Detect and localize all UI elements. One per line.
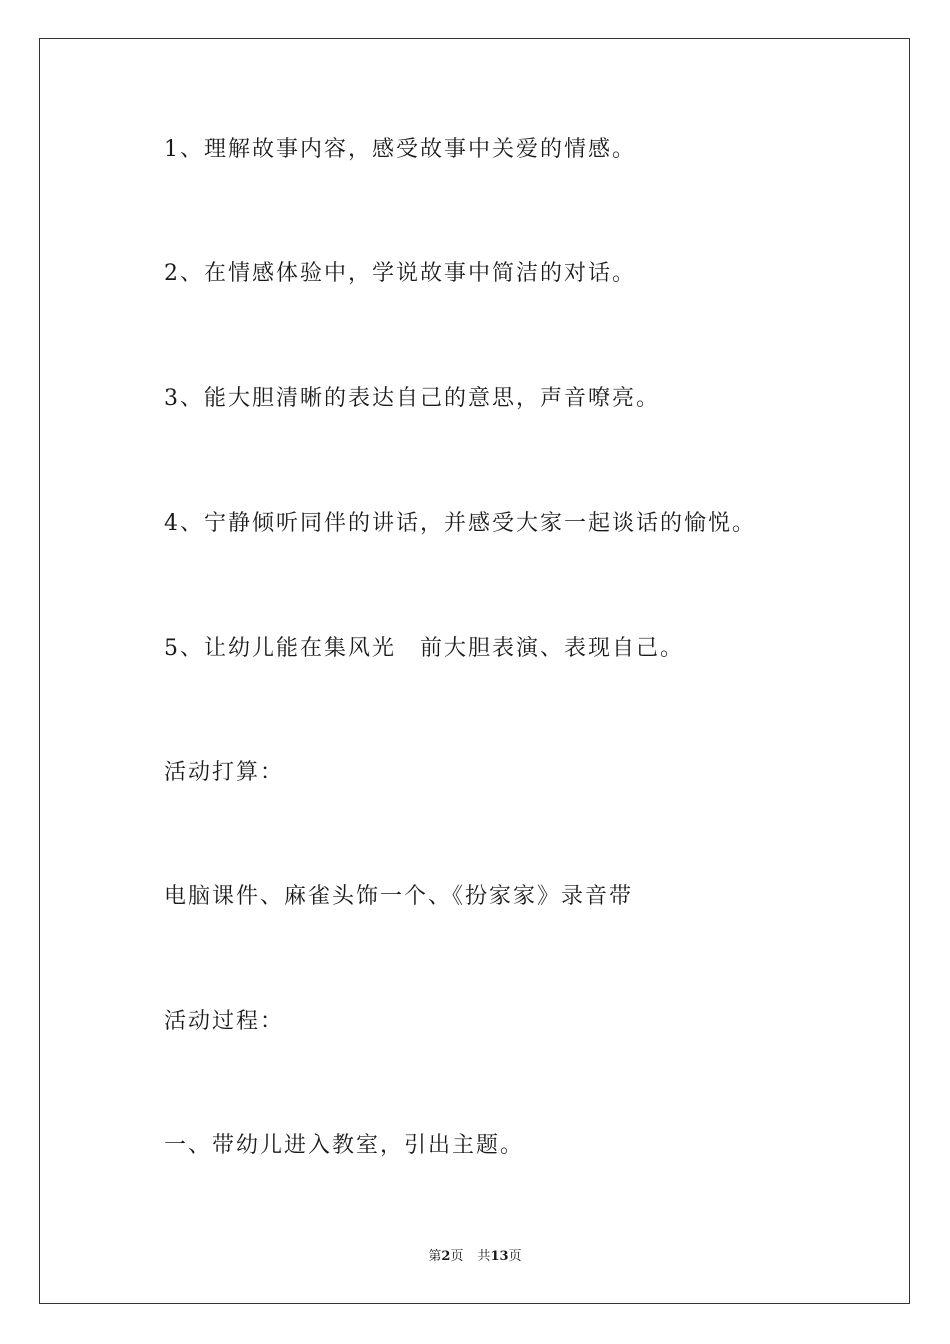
page-prefix: 第 [428,1249,442,1264]
preparation-materials: 电脑课件、麻雀头饰一个、《扮家家》录音带 [164,884,634,909]
section-heading-preparation: 活动打算： [164,760,285,785]
section-heading-process: 活动过程： [164,1009,285,1034]
total-prefix: 共 [477,1249,491,1264]
objective-3: 3、能大胆清晰的表达自己的意思，声音嘹亮。 [164,386,660,411]
process-step-1: 一、带幼儿进入教室，引出主题。 [164,1133,525,1158]
objective-1: 1、理解故事内容，感受故事中关爱的情感。 [164,137,636,162]
page-number: 2 [441,1249,451,1264]
total-pages: 13 [490,1249,509,1264]
page-footer [0,1248,950,1266]
objective-5: 5、让幼儿能在集风光 前大胆表演、表现自己。 [164,636,684,661]
objective-4: 4、宁静倾听同伴的讲话，并感受大家一起谈话的愉悦。 [164,511,756,536]
page-suffix: 页 [450,1249,464,1264]
objective-2: 2、在情感体验中，学说故事中简洁的对话。 [164,261,636,286]
page-border [39,38,910,1304]
total-suffix: 页 [508,1249,522,1264]
